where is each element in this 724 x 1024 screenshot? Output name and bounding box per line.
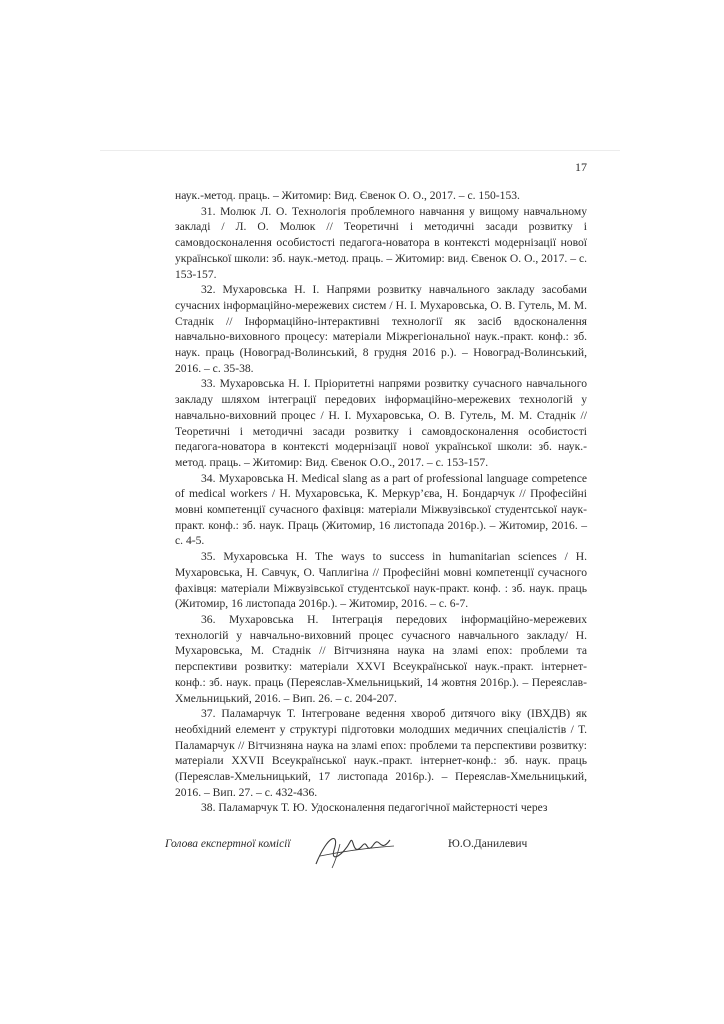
reference-item-36: 36. Мухаровська Н. Інтеграція передових інформаційно-мережевих технологій у навчально-виховний процес сучасного навчального закладу/ Н. Мухаровська, М. Стаднік // Вітчизняна наука на зламі епох: проблеми та перспективи розвитку: матеріали XXVI Всеукраїнської наук.-практ. інтернет-конф.: зб. наук. праць (Переяслав-Хмельницький, 14 жовтня 2016р.). – Переяслав-Хмельницький, 2016. – Вип. 26. – с. 204-207. xyxy=(175,612,587,705)
page-number: 17 xyxy=(575,160,587,174)
scan-edge xyxy=(100,150,620,151)
reference-item-35: 35. Мухаровська Н. The ways to success in humanitarian sciences / Н. Мухаровська, Н. Савчук, О. Чаплигіна // Професійні мовні компетенції сучасного фахівця: матеріали Міжвузівської студентської наук-практ. конф. : зб. наук. праць (Житомир, 16 листопада 2016р.). – Житомир, 2016. – с. 6-7. xyxy=(175,550,587,611)
reference-item-34: 34. Мухаровська Н. Medical slang as a part of professional language competence of medical workers / Н. Мухаровська, К. Меркур’єва, Н. Бондарчук // Професійні мовні компетенції сучасного фахівця: матеріали Міжвузівської студентської наук-практ. конф.: зб. наук. Праць (Житомир, 16 листопада 2016р.). – Житомир, 2016. – с. 4-5. xyxy=(175,471,587,548)
reference-list xyxy=(175,188,587,816)
reference-item-32: 32. Мухаровська Н. І. Напрями розвитку навчального закладу засобами сучасних інформаційно-мережевих систем / Н. І. Мухаровська, О. В. Гутель, М. М. Стаднік // Інформаційно-інтерактивні технології як засіб вдосконалення навчально-виховного процесу: матеріали Міжрегіональної наук.-практ. конф.: зб. наук. праць (Новоград-Волинський, 8 грудня 2016 р.). – Новоград-Волинський, 2016. – с. 35-38. xyxy=(175,283,587,375)
commission-head-name: Ю.О.Данилевич xyxy=(448,838,528,850)
reference-item-37: 37. Паламарчук Т. Інтегроване ведення хвороб дитячого віку (ІВХДВ) як необхідний елемент у структурі підготовки молодших медичних спеціалістів / Т. Паламарчук // Вітчизняна наука на зламі епох: проблеми та перспективи розвитку: матеріали XXVII Всеукраїнської наук.-практ. інтернет-конф.: зб. наук. праць (Переяслав-Хмельницький, 17 листопада 2016р.). – Переяслав-Хмельницький, 2016. – Вип. 27. – с. 432-436. xyxy=(175,707,587,799)
reference-item-31: 31. Молюк Л. О. Технологія проблемного навчання у вищому навчальному закладі / Л. О. Молюк // Теоретичні і методичні засади розвитку і самовдосконалення особистості педагога-новатора в контексті модернізації нової української школи: зб. наук.-метод. праць. – Житомир: вид. Євенок О. О., 2017. – с. 153-157. xyxy=(175,204,587,281)
reference-item-33: 33. Мухаровська Н. І. Пріоритетні напрями розвитку сучасного навчального закладу шляхом інтеграції передових інформаційно-мережевих технологій у навчально-виховний процес / Н. І. Мухаровська, О. В. Гутель, М. М. Стаднік // Теоретичні і методичні засади розвитку і самовдосконалення особистості педагога-новатора в контексті модернізації нової української школи: зб. наук.-метод. праць. – Житомир: Вид. Євенок О.О., 2017. – с. 153-157. xyxy=(175,377,587,469)
reference-item-38: 38. Паламарчук Т. Ю. Удосконалення педагогічної майстерності через xyxy=(201,801,548,815)
reference-continuation: наук.-метод. праць. – Житомир: Вид. Євенок О. О., 2017. – с. 150-153. xyxy=(175,189,520,202)
commission-head-label: Голова експертної комісії xyxy=(165,838,291,850)
signature xyxy=(310,824,400,874)
